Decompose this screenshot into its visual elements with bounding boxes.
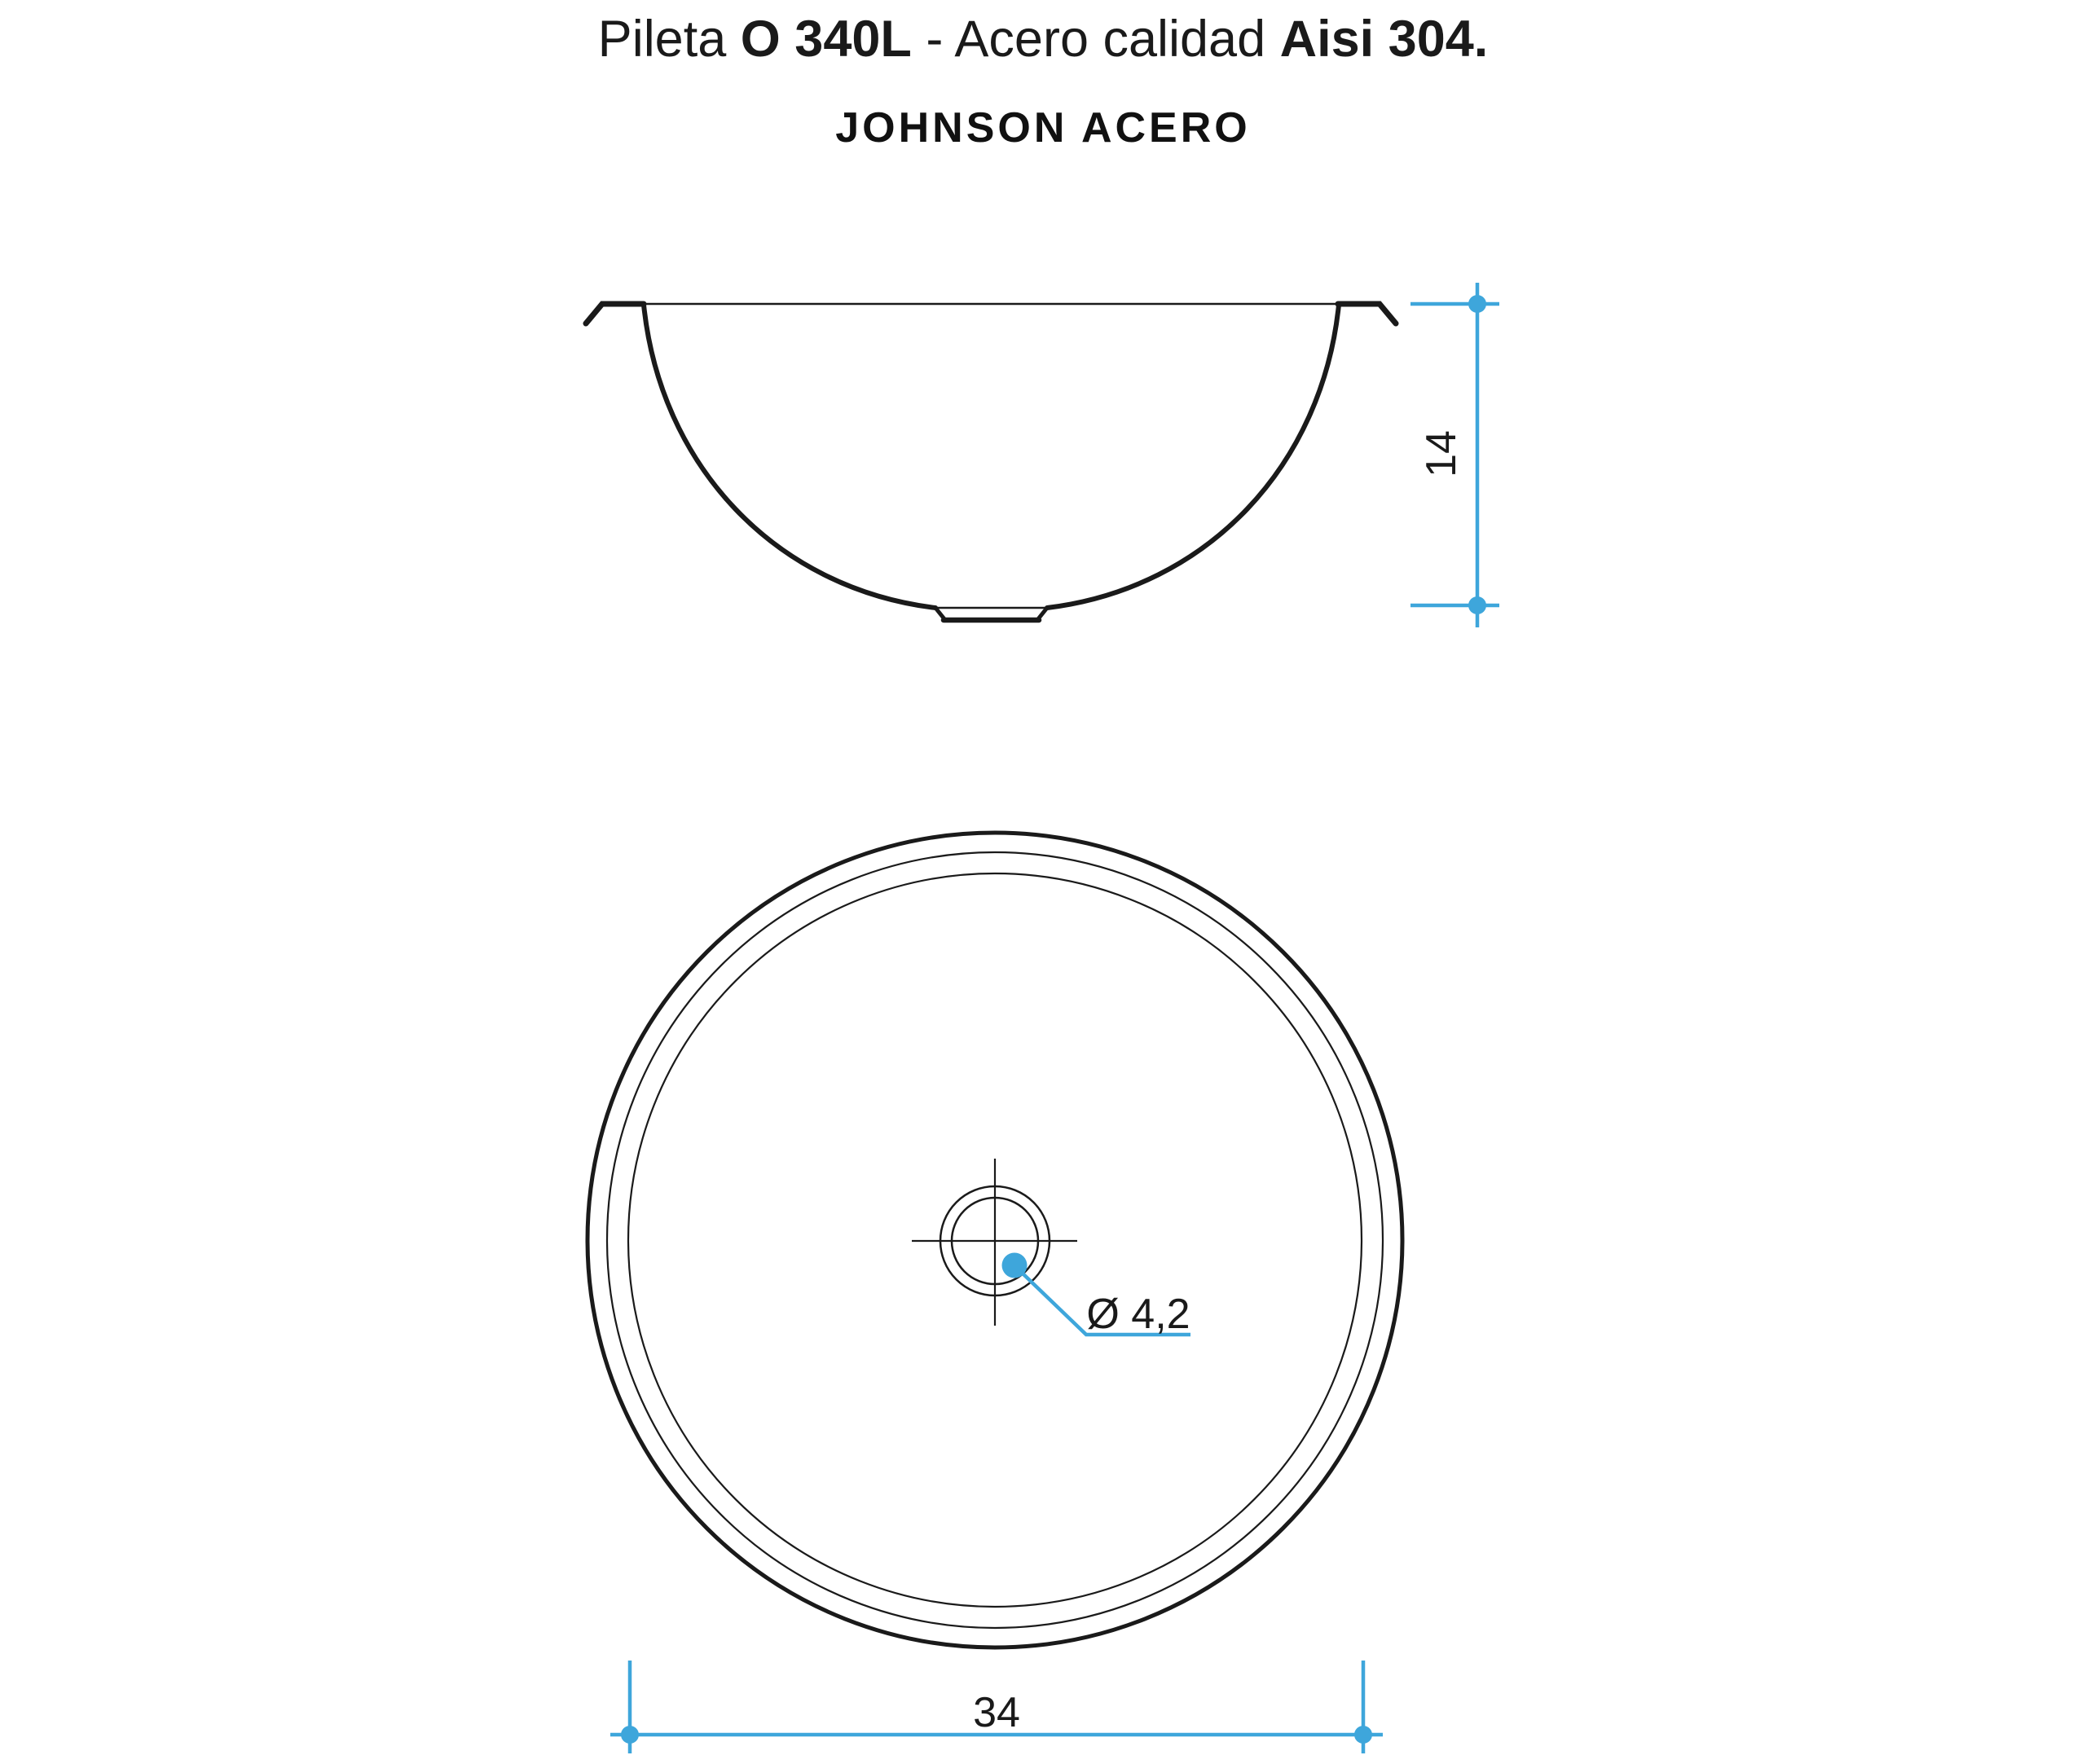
diameter-dimension	[610, 1661, 1383, 1753]
title-model: O 340L	[740, 11, 912, 68]
side-view-bowl-left-wall	[644, 305, 935, 608]
title-separator: -	[911, 11, 955, 68]
depth-dimension-label: 14	[1418, 430, 1465, 477]
diameter-endpoint-dot-left	[621, 1726, 639, 1744]
diameter-endpoint-dot-right	[1354, 1726, 1372, 1744]
depth-endpoint-dot-top	[1468, 295, 1486, 313]
title-prefix: Pileta	[597, 11, 741, 68]
title-middle: Acero calidad	[954, 11, 1280, 68]
side-view	[586, 304, 1396, 620]
side-view-right-flange	[1338, 304, 1396, 323]
depth-dimension	[1410, 283, 1499, 627]
drain-diameter-label: Ø 4,2	[1086, 1291, 1190, 1338]
side-view-left-flange	[586, 304, 644, 323]
title-grade: Aisi 304.	[1279, 11, 1489, 68]
top-view	[588, 833, 1402, 1647]
side-view-bowl-right-wall	[1047, 305, 1339, 608]
brand-title: JOHNSON ACERO	[835, 104, 1251, 152]
depth-endpoint-dot-bottom	[1468, 596, 1486, 614]
diameter-dimension-label: 34	[973, 1689, 1020, 1736]
